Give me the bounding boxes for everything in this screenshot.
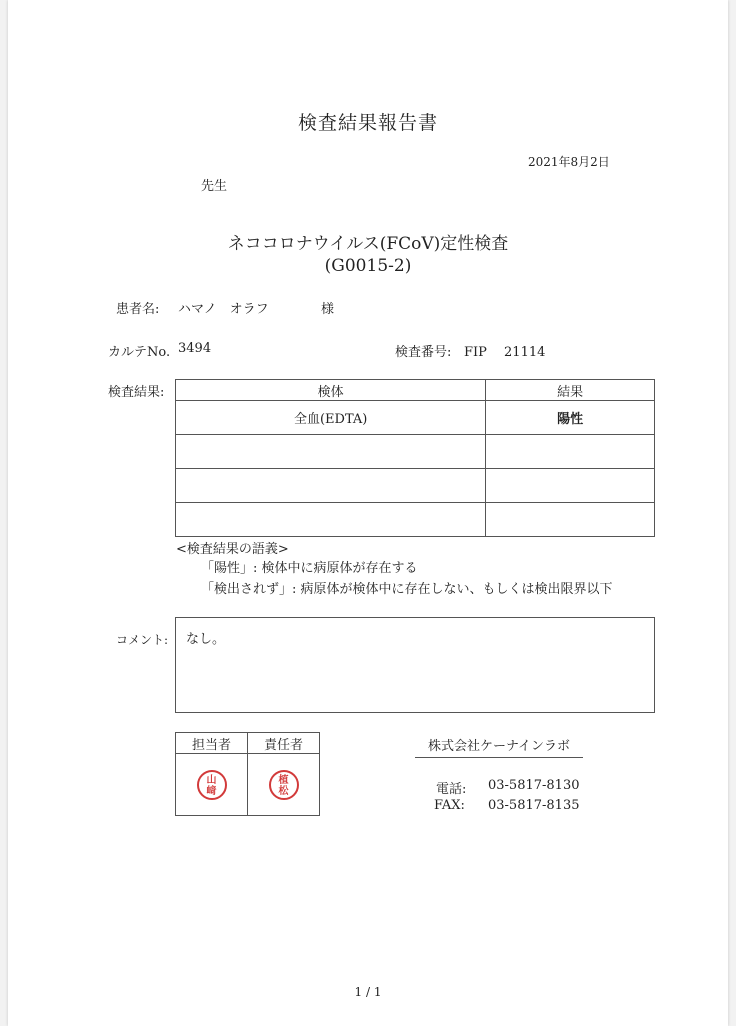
result-cell [486, 435, 655, 469]
manager-label: 責任者 [248, 733, 320, 754]
table-row [176, 435, 655, 469]
chart-number: 3494 [178, 341, 212, 356]
patient-honorific: 様 [321, 302, 335, 317]
table-row [176, 469, 655, 503]
results-label: 検査結果: [108, 385, 165, 400]
signature-table [175, 732, 320, 816]
report-page [8, 0, 728, 1026]
staff-seal-cell [176, 754, 248, 816]
staff-label: 担当者 [176, 733, 248, 754]
company-name: 株式会社ケーナインラボ [415, 735, 583, 758]
phone-number: 03-5817-8130 [488, 778, 580, 793]
result-header: 結果 [486, 380, 655, 401]
table-row [176, 503, 655, 537]
fax-number: 03-5817-8135 [488, 798, 580, 813]
specimen-cell [176, 435, 486, 469]
glossary-positive: 「陽性」: 検体中に病原体が存在する [201, 561, 418, 576]
doctor-salutation: 先生 [201, 179, 228, 194]
comment-label: コメント: [116, 633, 169, 647]
report-date: 2021年8月2日 [528, 155, 610, 169]
fax-label: FAX: [434, 798, 465, 813]
specimen-cell: 全血(EDTA) [176, 401, 486, 435]
patient-name-label: 患者名: [116, 302, 160, 317]
staff-seal-icon: 山 﨑 [197, 770, 227, 800]
result-cell [486, 503, 655, 537]
specimen-header: 検体 [176, 380, 486, 401]
phone-label: 電話: [436, 782, 467, 797]
comment-text: なし。 [186, 632, 226, 647]
manager-seal-icon: 植 松 [269, 770, 299, 800]
document-title: 検査結果報告書 [297, 112, 438, 134]
exam-number: FIP 21114 [464, 345, 546, 360]
result-cell [486, 469, 655, 503]
test-code: (G0015-2) [324, 256, 412, 276]
patient-name: ハマノ オラフ [178, 302, 269, 317]
manager-seal-cell [248, 754, 320, 816]
results-header-row [176, 380, 655, 401]
specimen-cell [176, 469, 486, 503]
glossary-title: <検査結果の語義> [176, 542, 289, 557]
chart-number-label: カルテNo. [108, 345, 171, 360]
results-table [175, 379, 655, 537]
table-row [176, 401, 655, 435]
specimen-cell [176, 503, 486, 537]
exam-number-label: 検査番号: [395, 345, 452, 360]
glossary-not-detected: 「検出されず」: 病原体が検体中に存在しない、もしくは検出限界以下 [201, 582, 613, 597]
comment-box [175, 617, 655, 713]
page-number: 1 / 1 [354, 985, 382, 999]
test-name: ネココロナウイルス(FCoV)定性検査 [227, 234, 509, 254]
result-cell: 陽性 [486, 401, 655, 435]
